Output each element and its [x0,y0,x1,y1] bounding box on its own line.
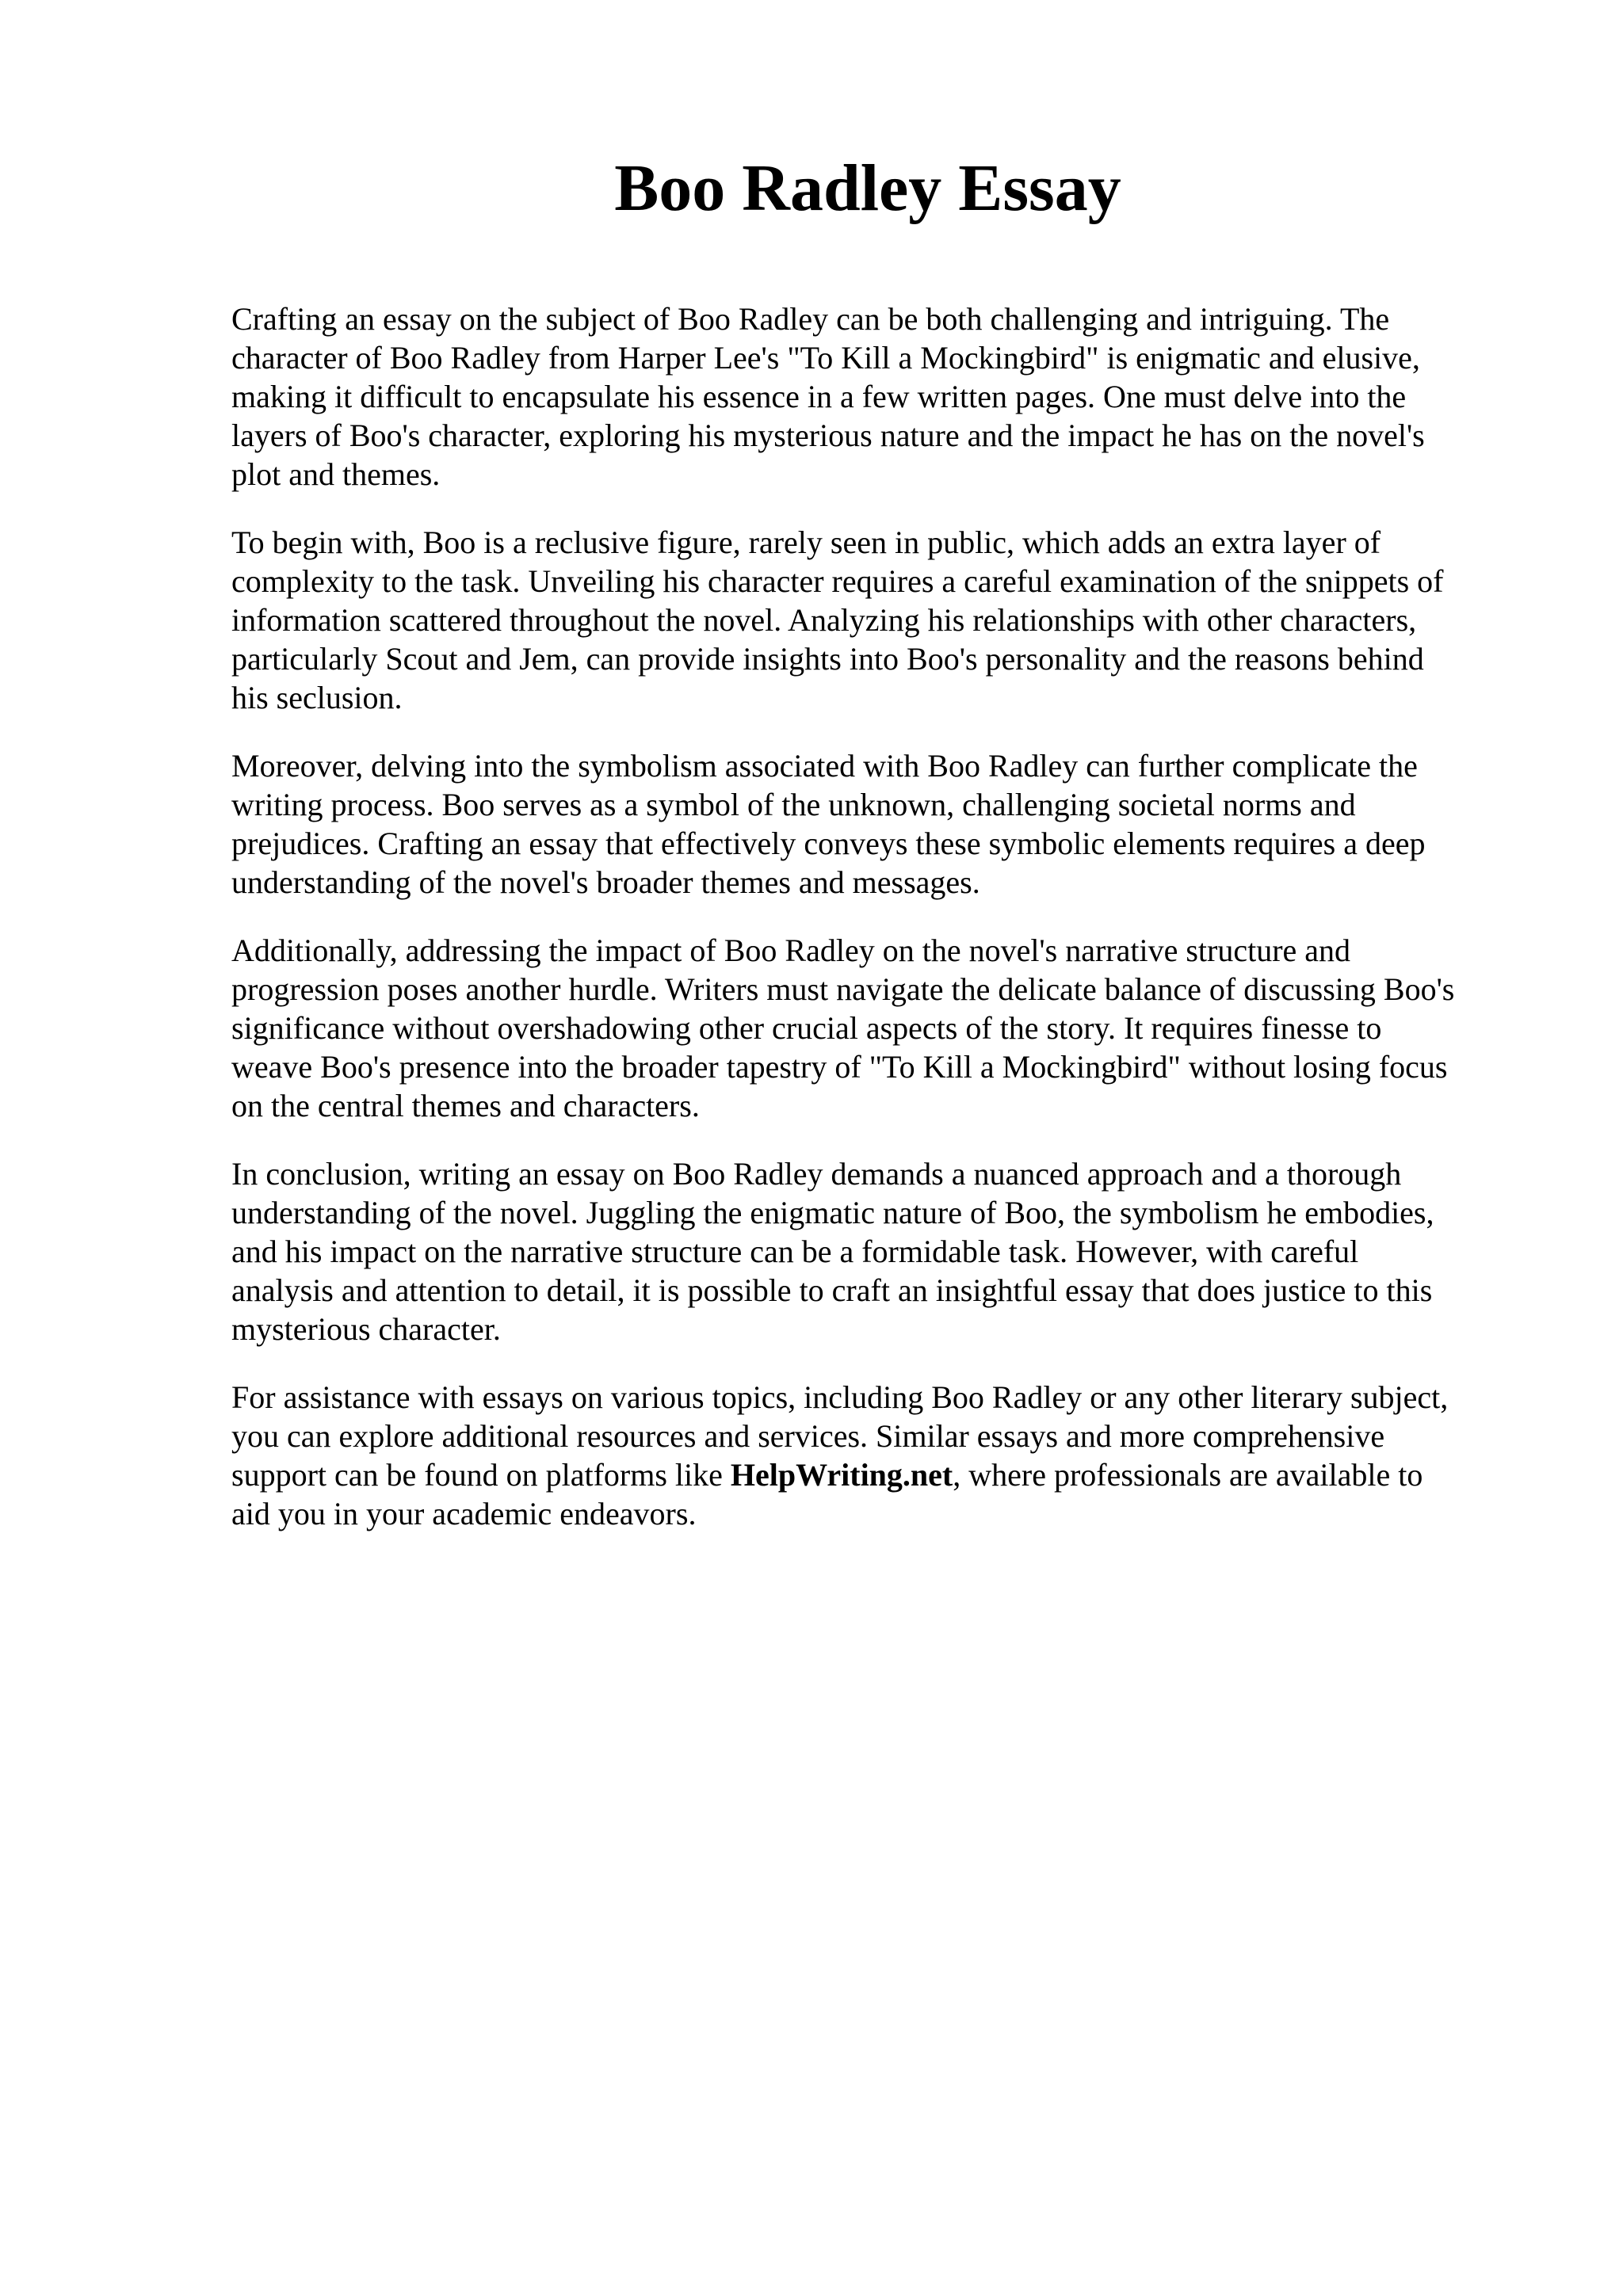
paragraph-line: complexity to the task. Unveiling his character requires a careful examination of the snippets of [231,563,1444,599]
paragraph-line: Crafting an essay on the subject of Boo Radley can be both challenging and intriguing. The [231,301,1390,337]
helpwriting-link[interactable]: HelpWriting.net [730,1457,953,1493]
essay-paragraph [231,1154,1531,1348]
paragraph-line: Additionally, addressing the impact of Boo Radley on the novel's narrative structure and [231,933,1351,968]
paragraph-line: information scattered throughout the novel. Analyzing his relationships with other characters, [231,602,1417,638]
paragraph-line: plot and themes. [231,456,441,492]
document-title: Boo Radley Essay [614,151,1121,225]
paragraph-line: progression poses another hurdle. Writers must navigate the delicate balance of discussing Boo's [231,971,1455,1007]
paragraph-line: To begin with, Boo is a reclusive figure, rarely seen in public, which adds an extra layer of [231,524,1381,560]
paragraph-line: layers of Boo's character, exploring his mysterious nature and the impact he has on the novel's [231,418,1425,453]
paragraph-line: you can explore additional resources and services. Similar essays and more comprehensive [231,1418,1385,1454]
paragraph-line: understanding of the novel. Juggling the enigmatic nature of Boo, the symbolism he embodies, [231,1195,1434,1230]
paragraph-line: and his impact on the narrative structure can be a formidable task. However, with careful [231,1234,1359,1269]
essay-paragraph [231,299,1531,494]
paragraph-line: writing process. Boo serves as a symbol of the unknown, challenging societal norms and [231,787,1356,822]
essay-paragraph [231,931,1531,1125]
essay-paragraph [231,746,1531,902]
paragraph-line: aid you in your academic endeavors. [231,1496,697,1531]
paragraph-line: particularly Scout and Jem, can provide insights into Boo's personality and the reasons behind [231,641,1424,677]
essay-paragraph [231,523,1531,717]
closing-paragraph [231,1378,1531,1533]
paragraph-line: on the central themes and characters. [231,1088,700,1123]
line-text: support can be found on platforms like [231,1457,723,1493]
paragraph-line: mysterious character. [231,1311,501,1347]
paragraph-line: his seclusion. [231,680,403,715]
paragraph-line: making it difficult to encapsulate his essence in a few written pages. One must delve into the [231,379,1407,414]
paragraph-list [231,299,1531,1348]
document-body [231,299,1531,1562]
paragraph-line: understanding of the novel's broader themes and messages. [231,864,980,900]
paragraph-line: Moreover, delving into the symbolism associated with Boo Radley can further complicate the [231,748,1418,784]
paragraph-line [231,1455,1531,1494]
paragraph-line: prejudices. Crafting an essay that effectively conveys these symbolic elements requires a deep [231,826,1426,861]
paragraph-line: character of Boo Radley from Harper Lee's "To Kill a Mockingbird" is enigmatic and elusive, [231,340,1420,376]
paragraph-line: In conclusion, writing an essay on Boo Radley demands a nuanced approach and a thorough [231,1156,1402,1192]
paragraph-line: weave Boo's presence into the broader tapestry of "To Kill a Mockingbird" without losing focus [231,1049,1448,1085]
paragraph-line: significance without overshadowing other crucial aspects of the story. It requires finesse to [231,1010,1382,1046]
line-text: , where professionals are available to [953,1457,1423,1493]
paragraph-line: analysis and attention to detail, it is possible to craft an insightful essay that does justice to this [231,1272,1433,1308]
paragraph-line: For assistance with essays on various topics, including Boo Radley or any other literary subject, [231,1379,1449,1415]
